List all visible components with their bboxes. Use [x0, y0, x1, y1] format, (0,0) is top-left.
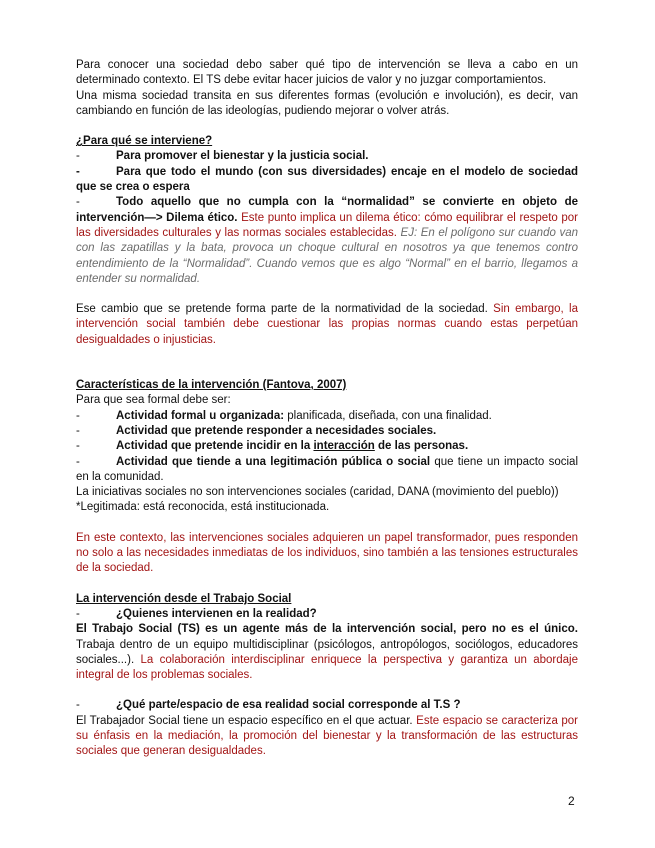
note-iniciativas: La iniciativas sociales no son intervenciones sociales (caridad, DANA (movimiento del pueblo)) — [76, 486, 559, 499]
list-item-text: Para promover el bienestar y la justicia social. — [116, 150, 369, 163]
bullet-mark: - — [76, 196, 80, 209]
underlined-word: interacción — [313, 440, 375, 453]
list-item — [76, 439, 578, 454]
intro-paragraph-1: Para conocer una sociedad debo saber qué tipo de intervención se lleva a cabo en un determinado contexto. El TS debe evitar hacer juicios de valor y no juzgar comportamientos. — [76, 59, 578, 87]
bullet-mark: - — [76, 409, 80, 422]
paragraph-text: Ese cambio que se pretende forma parte de la normatividad de la sociedad. — [76, 303, 488, 316]
bold-statement: El Trabajo Social (TS) es un agente más de la intervención social, pero no es el único. — [76, 623, 578, 636]
list-item-text: que tiene un impacto social en la comunidad. — [76, 455, 579, 483]
list-item-text: Actividad que pretende incidir en la — [116, 440, 314, 453]
ts-space-paragraph — [76, 714, 578, 760]
list-item — [76, 455, 578, 486]
document-page — [76, 58, 578, 760]
paragraph-text: El Trabajador Social tiene un espacio específico en el que actuar. — [76, 714, 413, 727]
normatividad-paragraph — [76, 302, 578, 348]
ts-paragraph — [76, 622, 578, 683]
paragraph-text: Trabaja dentro de un equipo multidisciplinar (psicólogos, antropólogos, sociólogos, educadores sociales...). — [76, 638, 578, 666]
red-note: Sin embargo, la intervención social también debe cuestionar las propias normas cuando estas perpetúan desigualdades o injusticias. — [76, 303, 578, 346]
list-item — [76, 195, 578, 287]
bullet-mark: - — [76, 440, 80, 453]
question-text: ¿Qué parte/espacio de esa realidad social corresponde al T.S ? — [116, 699, 461, 712]
question-text: ¿Quienes intervienen en la realidad? — [116, 607, 317, 620]
bullet-mark: - — [76, 424, 80, 437]
note-legitimada: *Legitimada: está reconocida, está institucionada. — [76, 501, 330, 514]
list-item-bold-text: Actividad que tiende a una legitimación pública o social — [116, 455, 431, 468]
question-item — [76, 698, 578, 713]
intro-paragraph-2: Una misma sociedad transita en sus diferentes formas (evolución e involución), es decir, van cambiando en función de las ideologías, pudiendo mejorar o volver atrás. — [76, 89, 578, 117]
bullet-mark: - — [76, 607, 80, 620]
list-item — [76, 409, 578, 424]
list-item — [76, 149, 578, 164]
list-item-text: Para que todo el mundo (con sus diversidades) encaje en el modelo de sociedad que se crea o espera — [76, 165, 578, 194]
red-note: Este punto implica un dilema ético: cómo equilibrar el respeto por las diversidades culturales y las normas sociales establecidas. — [76, 211, 579, 239]
list-item — [76, 424, 578, 439]
list-item-text: Actividad que pretende responder a necesidades sociales. — [116, 424, 437, 437]
bullet-mark: - — [76, 165, 80, 178]
section-heading-para-que: ¿Para qué se interviene? — [76, 135, 213, 148]
list-item-text: planificada, diseñada, con una finalidad. — [284, 409, 492, 422]
intro-line: Para que sea formal debe ser: — [76, 394, 231, 407]
page-number: 2 — [568, 794, 575, 808]
list-item-bold-text: Actividad formal u organizada: — [116, 409, 285, 422]
bullet-mark: - — [76, 150, 80, 163]
section-heading-caracteristicas: Características de la intervención (Fantova, 2007) — [76, 379, 347, 392]
bullet-mark: - — [76, 699, 80, 712]
example-note: EJ: En el polígono sur cuando van con las zapatillas y la bata, provoca un choque cultural en nosotros ya que tenemos contro entendimiento de la “Normalidad”. Cuando vemos que es algo “Normal” en el barrio, llegamos a entender su normalidad. — [76, 226, 578, 285]
red-paragraph: En este contexto, las intervenciones sociales adquieren un papel transformador, pues responden no solo a las necesidades inmediatas de los individuos, sino también a las tensiones estructurales de la sociedad. — [76, 531, 578, 575]
red-note: Este espacio se caracteriza por su énfasis en la mediación, la promoción del bienestar y la transformación de las estructuras sociales que generan desigualdades. — [76, 714, 579, 758]
list-item-text: de las personas. — [374, 440, 469, 453]
section-heading-trabajo-social: La intervención desde el Trabajo Social — [76, 592, 292, 605]
red-note: La colaboración interdisciplinar enriquece la perspectiva y garantiza un abordaje integral de los problemas sociales. — [76, 653, 578, 682]
question-item — [76, 607, 578, 622]
list-item — [76, 165, 578, 196]
list-item-bold-text: Todo aquello que no cumpla con la “normalidad” se convierte en objeto de intervención—> Dilema ético. — [76, 196, 578, 224]
bullet-mark: - — [76, 455, 80, 468]
